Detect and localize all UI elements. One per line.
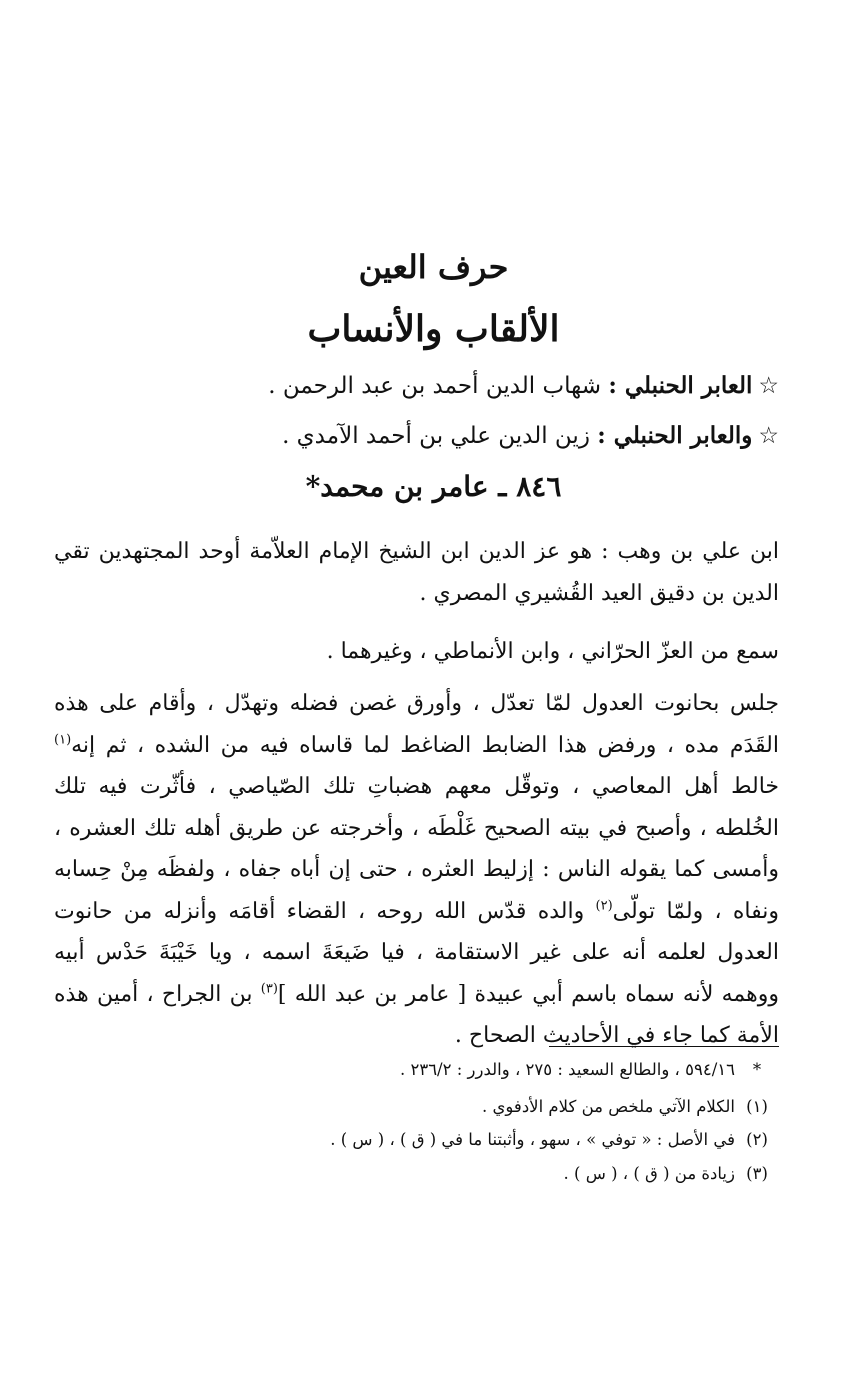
entry-title: ٨٤٦ ـ عامر بن محمد* <box>305 470 562 503</box>
entry-text: شهاب الدين أحمد بن عبد الرحمن . <box>268 373 602 399</box>
star-icon: ☆ <box>758 423 779 449</box>
entry-term: العابر الحنبلي : <box>608 372 753 399</box>
footnote-mark: * <box>752 1060 762 1079</box>
paragraph-text: والده قدّس الله روحه ، القضاء أقامَه وأنزله من حانوت العدول لعلمه أنه على غير الاستقامة ، فيا ضَيعَةَ اسمه ، ويا خَيْبَةَ حَدْس أبيه ووهمه لأنه سماه باسم أبي عبيدة [ عامر بن عبد الله ] <box>54 898 779 1007</box>
narrative-paragraph <box>54 683 779 1057</box>
cross-reference-entry <box>79 372 779 399</box>
footnote-text: في الأصل : « توفي » ، سهو ، وأثبتنا ما في ( ق ) ، ( س ) . <box>330 1130 735 1149</box>
paragraph-text: جلس بحانوت العدول لمّا تعدّل ، وأورق غصن فضله وتهدّل ، وأقام على هذه القَدَم مده ، ورفض هذا الضابط الضاغط لما قاساه فيه من الشده ، ثم إنه <box>54 691 779 758</box>
footnote-mark: (٢) <box>746 1130 768 1149</box>
footnote <box>79 1130 779 1149</box>
footnote <box>79 1060 779 1079</box>
footnote-text: ٥٩٤/١٦ ، والطالع السعيد : ٢٧٥ ، والدرر : ٢٣٦/٢ . <box>399 1060 735 1079</box>
footnote-text: الكلام الآتي ملخص من كلام الأدفوي . <box>482 1097 735 1116</box>
entry-term: والعابر الحنبلي : <box>597 422 753 449</box>
footnote <box>79 1164 779 1183</box>
teachers-paragraph: سمع من العزّ الحرّاني ، وابن الأنماطي ، وغيرهما . <box>326 639 779 664</box>
section-heading: الألقاب والأنساب <box>307 308 560 350</box>
star-icon: ☆ <box>758 373 779 399</box>
entry-text: زين الدين علي بن أحمد الآمدي . <box>282 423 590 449</box>
footnote-divider <box>549 1046 779 1047</box>
letter-heading: حرف العين <box>358 248 509 286</box>
footnote-ref: (١) <box>54 732 72 748</box>
footnote-mark: (١) <box>746 1097 768 1116</box>
footnote-ref: (٢) <box>595 898 613 914</box>
paragraph-text: خالط أهل المعاصي ، وتوقّل معهم هضباتِ تلك الصّياصي ، فأثّرت فيه تلك الخُلطه ، وأصبح في بيته الصحيح غَلْطَه ، وأخرجته عن طريق أهله تلك العشره ، وأمسى كما يقوله الناس : إزليط العثره ، حتى إن أباه جفاه ، ولفظَه مِنْ حِسابه ونفاه ، ولمّا تولّى <box>54 774 779 924</box>
biography-paragraph: ابن علي بن وهب : هو عز الدين ابن الشيخ الإمام العلاّمة أوحد المجتهدين تقي الدين بن دقيق العيد القُشيري المصري . <box>54 539 779 606</box>
footnote-mark: (٣) <box>746 1164 768 1183</box>
footnote <box>79 1097 779 1116</box>
paragraph-text: بن الجراح ، أمين هذه الأمة كما جاء في الأحاديث الصحاح . <box>54 981 779 1048</box>
footnote-ref: (٣) <box>260 981 278 997</box>
footnote-text: زيادة من ( ق ) ، ( س ) . <box>563 1164 735 1183</box>
cross-reference-entry <box>79 422 779 449</box>
